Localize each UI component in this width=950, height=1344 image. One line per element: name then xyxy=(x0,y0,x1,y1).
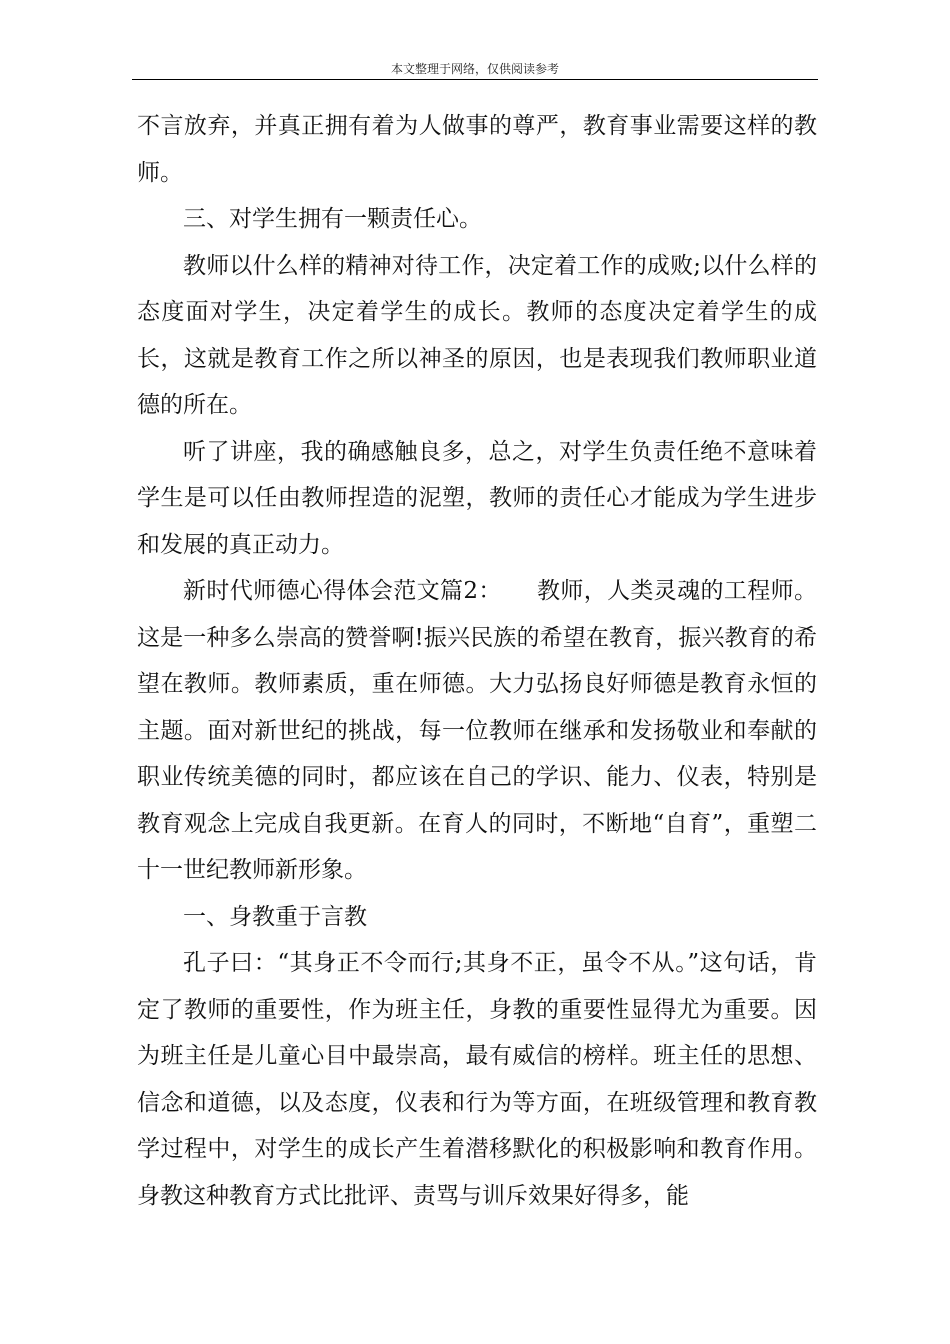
page-header-note: 本文整理于网络，仅供阅读参考 xyxy=(390,62,559,76)
document-body xyxy=(137,103,817,1219)
paragraph-7: 孔子曰：“其身正不令而行;其身不正，虽令不从。”这句话，肯定了教师的重要性，作为班主任，身教的重要性显得尤为重要。因为班主任是儿童心目中最崇高，最有威信的榜样。班主任的思想、信念和道德，以及态度，仪表和行为等方面，在班级管理和教育教学过程中，对学生的成长产生着潜移默化的积极影响和教育作用。身教这种教育方式比批评、责骂与训斥效果好得多，能 xyxy=(137,950,817,1209)
paragraph-6-heading: 一、身教重于言教 xyxy=(183,903,367,930)
paragraph-5: 新时代师德心得体会范文篇2： 教师，人类灵魂的工程师。这是一种多么崇高的赞誉啊!振兴民族的希望在教育，振兴教育的希望在教师。教师素质，重在师德。大力弘扬良好师德是教育永恒的主题。面对新世纪的挑战，每一位教师在继承和发扬敬业和奉献的职业传统美德的同时，都应该在自己的学识、能力、仪表，特别是教育观念上完成自我更新。在育人的同时，不断地“自育”，重塑二十一世纪教师新形象。 xyxy=(137,578,817,883)
paragraph-4: 听了讲座，我的确感触良多，总之，对学生负责任绝不意味着学生是可以任由教师捏造的泥塑，教师的责任心才能成为学生进步和发展的真正动力。 xyxy=(137,438,817,558)
header-divider xyxy=(132,79,818,80)
paragraph-2-heading: 三、对学生拥有一颗责任心。 xyxy=(183,206,482,232)
paragraph-1: 不言放弃，并真正拥有着为人做事的尊严，教育事业需要这样的教师。 xyxy=(137,113,817,186)
paragraph-3: 教师以什么样的精神对待工作，决定着工作的成败;以什么样的态度面对学生，决定着学生的成长。教师的态度决定着学生的成长，这就是教育工作之所以神圣的原因，也是表现我们教师职业道德的所在。 xyxy=(137,252,817,418)
